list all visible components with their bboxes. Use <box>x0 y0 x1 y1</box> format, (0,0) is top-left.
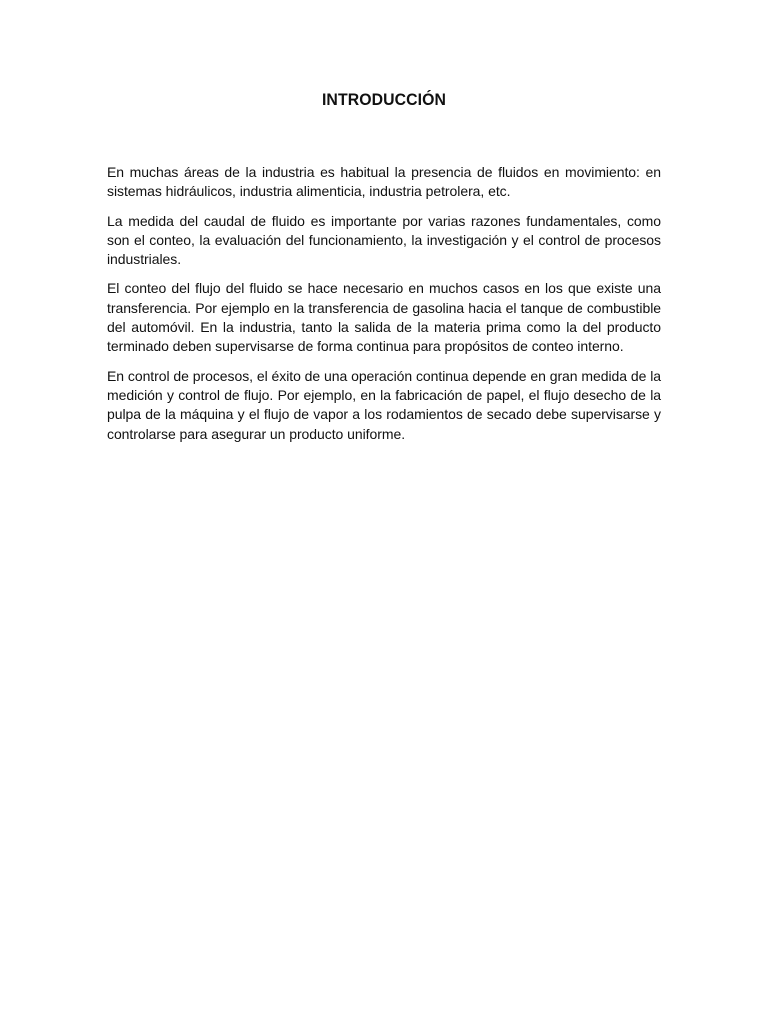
paragraph-intro: En muchas áreas de la industria es habitual la presencia de fluidos en movimiento: en sistemas hidráulicos, industria alimenticia, industria petrolera, etc. <box>107 164 661 200</box>
paragraph-process-control: En control de procesos, el éxito de una operación continua depende en gran medida de la medición y control de flujo. Por ejemplo, en la fabricación de papel, el flujo desecho de la pulpa de la máquina y el flujo de vapor a los rodamientos de secado debe supervisarse y controlarse para asegurar un producto uniforme. <box>107 367 661 442</box>
document-title: INTRODUCCIÓN <box>321 90 447 109</box>
document-body <box>107 163 661 454</box>
paragraph-measurement: La medida del caudal de fluido es importante por varias razones fundamentales, como son el conteo, la evaluación del funcionamiento, la investigación y el control de procesos industriales. <box>107 212 661 268</box>
paragraph-counting: El conteo del flujo del fluido se hace necesario en muchos casos en los que existe una transferencia. Por ejemplo en la transferencia de gasolina hacia el tanque de combustible del automóvil. En la industria, tanto la salida de la materia prima como la del producto terminado deben supervisarse de forma continua para propósitos de conteo interno. <box>107 280 661 355</box>
